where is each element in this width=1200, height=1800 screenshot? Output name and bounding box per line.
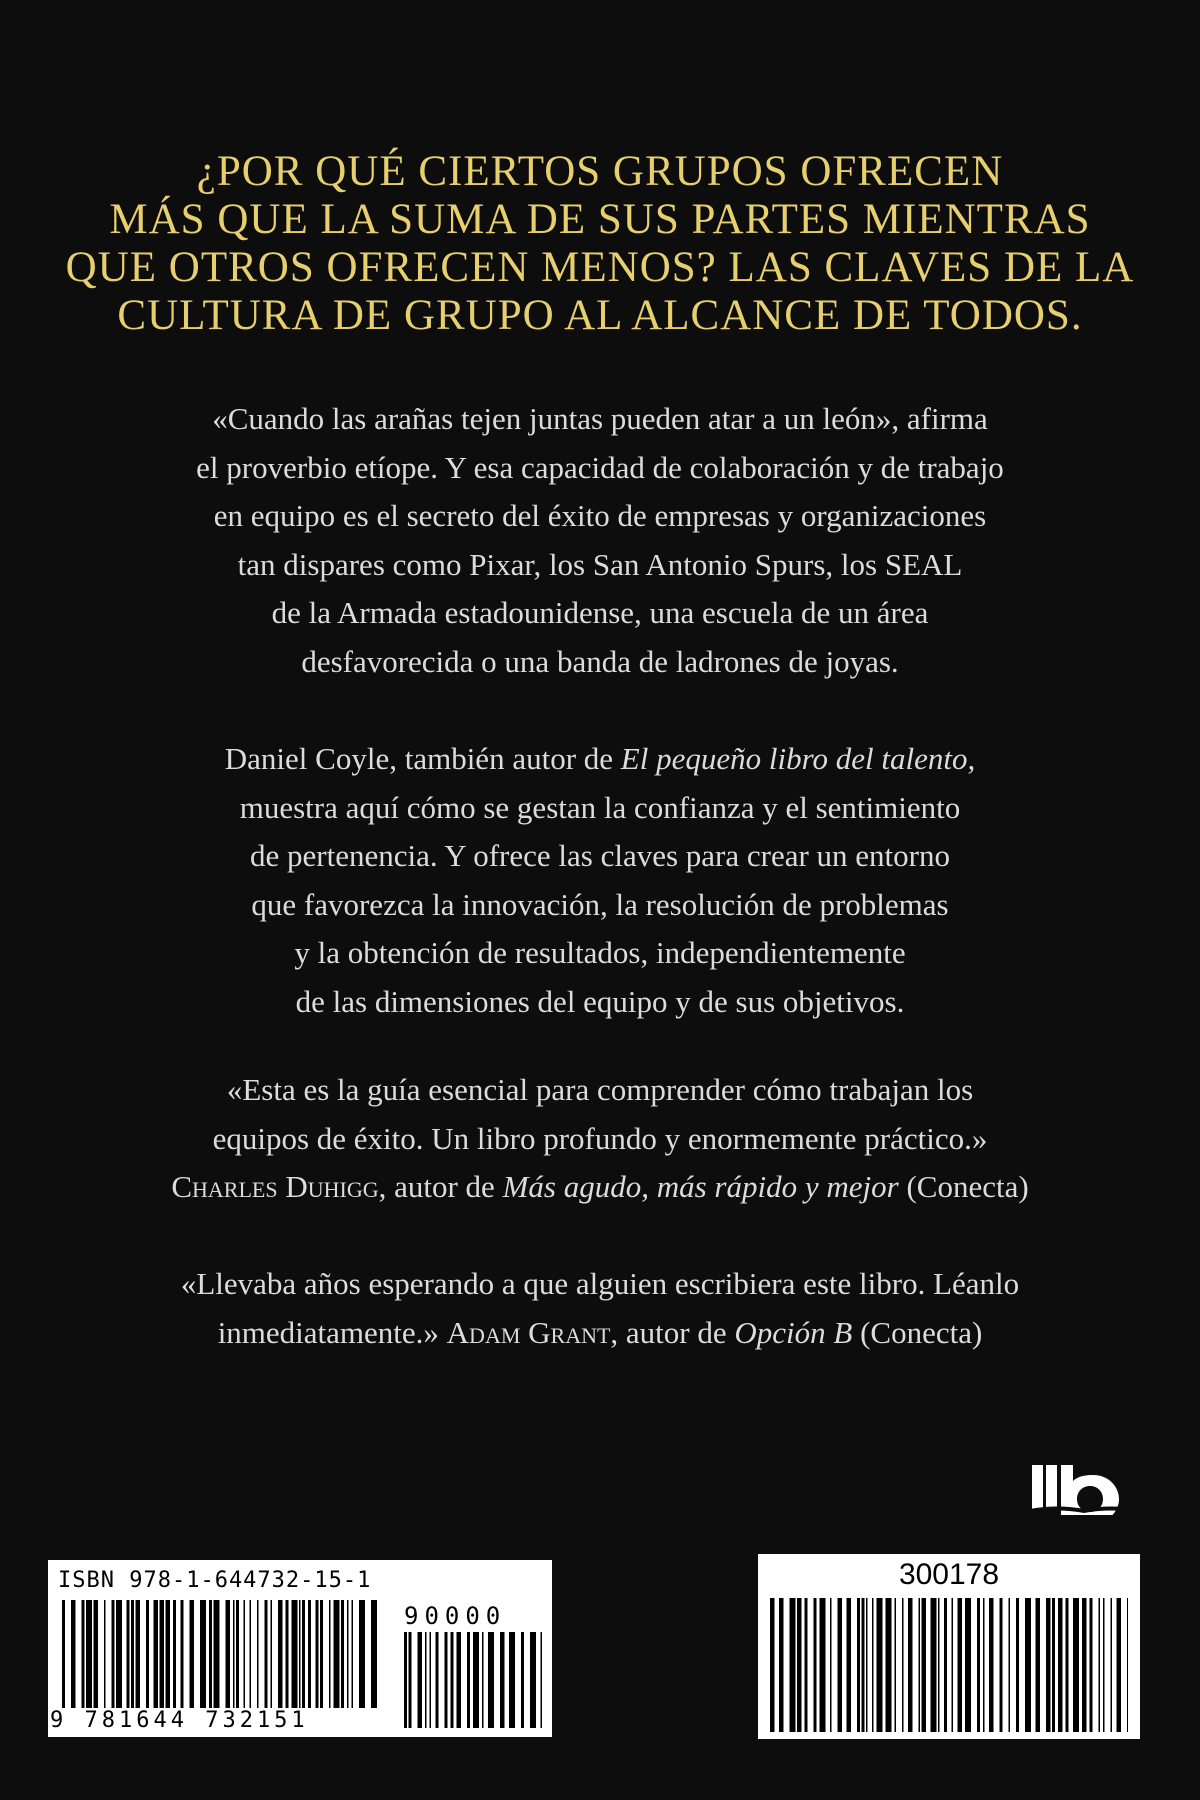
barcode-bar bbox=[1000, 1598, 1003, 1732]
barcode-bar bbox=[805, 1598, 808, 1732]
barcode-bar bbox=[371, 1600, 377, 1708]
barcode-bar bbox=[908, 1598, 913, 1732]
barcode-bar bbox=[1009, 1598, 1011, 1732]
barcode-bar bbox=[451, 1632, 454, 1728]
barcode-bar bbox=[160, 1600, 165, 1708]
barcode-bar bbox=[866, 1598, 868, 1732]
barcode-bar bbox=[467, 1632, 470, 1728]
barcode-bar bbox=[166, 1600, 171, 1708]
barcode-bar bbox=[457, 1632, 462, 1728]
publisher-name: (Conecta) bbox=[898, 1169, 1029, 1204]
barcode-bar bbox=[233, 1600, 235, 1708]
barcode-bar bbox=[94, 1600, 99, 1708]
headline-line: QUE OTROS OFRECEN MENOS? LAS CLAVES DE LA bbox=[65, 244, 1135, 291]
ean-digits: 9 781644 732151 bbox=[50, 1708, 309, 1733]
barcode-bar bbox=[902, 1598, 904, 1732]
barcode-bar bbox=[292, 1600, 298, 1708]
publisher-name: (Conecta) bbox=[852, 1314, 983, 1350]
barcode-bar bbox=[977, 1598, 980, 1732]
barcode-bar bbox=[136, 1600, 141, 1708]
barcode-bar bbox=[190, 1600, 195, 1708]
price-barcode-bars bbox=[770, 1598, 1128, 1732]
paragraph-line: el proverbio etíope. Y esa capacidad de colaboración y de trabajo bbox=[196, 449, 1004, 485]
barcode-bar bbox=[872, 1598, 874, 1732]
barcode-bar bbox=[521, 1632, 524, 1728]
paragraph-line: muestra aquí cómo se gestan la confianza y el sentimiento bbox=[239, 789, 961, 825]
paragraph-line: desfavorecida o una banda de ladrones de joyas. bbox=[301, 643, 899, 679]
barcode-bar bbox=[1052, 1598, 1055, 1732]
quote-author: Charles Duhigg bbox=[171, 1169, 379, 1204]
barcode-bar bbox=[359, 1600, 365, 1708]
barcode-bar bbox=[1117, 1598, 1122, 1732]
addon-barcode-bars bbox=[404, 1632, 542, 1728]
barcode-bar bbox=[352, 1600, 354, 1708]
barcode-bar bbox=[154, 1600, 159, 1708]
barcode-bar bbox=[436, 1632, 439, 1728]
barcode-bar bbox=[473, 1632, 479, 1728]
barcode-bar bbox=[1090, 1598, 1093, 1732]
barcode-bar bbox=[200, 1600, 206, 1708]
barcode-bar bbox=[112, 1600, 115, 1708]
barcode-bar bbox=[862, 1598, 865, 1732]
book-title: Opción B bbox=[734, 1314, 853, 1350]
barcode-bar bbox=[1058, 1598, 1063, 1732]
paragraph-line: y la obtención de resultados, independientemente bbox=[294, 935, 906, 970]
barcode-bar bbox=[1073, 1598, 1079, 1732]
price-barcode bbox=[758, 1554, 1140, 1739]
barcode-bar bbox=[1036, 1598, 1041, 1732]
quote-duhigg bbox=[60, 1066, 1140, 1212]
barcode-bar bbox=[541, 1632, 543, 1728]
barcode-bar bbox=[116, 1600, 122, 1708]
barcode-bar bbox=[131, 1600, 134, 1708]
description-paragraph bbox=[60, 395, 1140, 686]
barcode-bar bbox=[286, 1600, 289, 1708]
headline-line: ¿POR QUÉ CIERTOS GRUPOS OFRECEN bbox=[196, 148, 1004, 195]
paragraph-line: en equipo es el secreto del éxito de empresas y organizaciones bbox=[213, 498, 987, 533]
barcode-bar bbox=[1082, 1598, 1087, 1732]
author-paragraph bbox=[60, 735, 1140, 1026]
barcode-bar bbox=[1066, 1598, 1069, 1732]
quote-attribution bbox=[60, 1309, 1140, 1358]
barcode-bar bbox=[316, 1600, 319, 1708]
barcode-bar bbox=[181, 1600, 184, 1708]
barcode-bar bbox=[944, 1598, 947, 1732]
barcode-bar bbox=[488, 1632, 494, 1728]
paragraph-line: que favorezca la innovación, la resolución de problemas bbox=[251, 886, 949, 922]
quote-grant bbox=[60, 1260, 1140, 1357]
barcode-bar bbox=[173, 1600, 176, 1708]
barcode-bar bbox=[952, 1598, 954, 1732]
barcode-bar bbox=[1046, 1598, 1051, 1732]
addon-price-label: 90000 bbox=[404, 1602, 507, 1630]
barcode-bar bbox=[257, 1600, 259, 1708]
barcode-bar bbox=[404, 1632, 407, 1728]
barcode-bar bbox=[341, 1600, 344, 1708]
barcode-bar bbox=[82, 1600, 85, 1708]
headline-line: CULTURA DE GRUPO AL ALCANCE DE TODOS. bbox=[117, 292, 1083, 339]
quote-line-prefix: inmediatamente.» bbox=[217, 1314, 447, 1350]
barcode-bar bbox=[271, 1600, 273, 1708]
barcode-bar bbox=[236, 1600, 239, 1708]
book-title: Más agudo, más rápido y mejor bbox=[502, 1169, 899, 1204]
line-prefix: Daniel Coyle, también autor de bbox=[224, 741, 621, 776]
barcode-bar bbox=[838, 1598, 843, 1732]
barcode-bar bbox=[71, 1600, 76, 1708]
barcode-bar bbox=[989, 1598, 994, 1732]
barcode-bar bbox=[146, 1600, 149, 1708]
barcode-bar bbox=[430, 1632, 432, 1728]
barcode-bar bbox=[347, 1600, 349, 1708]
barcode-bar bbox=[530, 1632, 536, 1728]
barcode-bar bbox=[1127, 1598, 1128, 1732]
barcode-bar bbox=[265, 1600, 268, 1708]
attribution-mid: , autor de bbox=[610, 1314, 735, 1350]
barcode-bar bbox=[214, 1600, 220, 1708]
barcode-bar bbox=[418, 1632, 423, 1728]
paragraph-line: «Cuando las arañas tejen juntas pueden atar a un león», afirma bbox=[212, 401, 988, 436]
isbn-barcode bbox=[48, 1560, 552, 1737]
publisher-logo-icon bbox=[1030, 1459, 1140, 1515]
price-code: 300178 bbox=[898, 1558, 1000, 1591]
barcode-bar bbox=[886, 1598, 892, 1732]
barcode-bar bbox=[425, 1632, 427, 1728]
barcode-bar bbox=[797, 1598, 802, 1732]
barcode-bar bbox=[922, 1598, 927, 1732]
barcode-bar bbox=[895, 1598, 897, 1732]
quote-attribution bbox=[60, 1163, 1140, 1212]
barcode-bar bbox=[790, 1598, 796, 1732]
barcode-bar bbox=[86, 1600, 92, 1708]
barcode-bar bbox=[919, 1598, 921, 1732]
paragraph-line bbox=[60, 735, 1140, 784]
quote-line: «Esta es la guía esencial para comprender cómo trabajan los bbox=[226, 1072, 974, 1107]
barcode-bar bbox=[329, 1600, 331, 1708]
barcode-bar bbox=[509, 1632, 515, 1728]
barcode-bar bbox=[445, 1632, 448, 1728]
barcode-bar bbox=[127, 1600, 130, 1708]
barcode-bar bbox=[1103, 1598, 1105, 1732]
barcode-bar bbox=[409, 1632, 412, 1728]
barcode-bar bbox=[830, 1598, 832, 1732]
barcode-bar bbox=[278, 1600, 283, 1708]
headline-line: MÁS QUE LA SUMA DE SUS PARTES MIENTRAS bbox=[109, 196, 1091, 243]
barcode-bar bbox=[847, 1598, 852, 1732]
barcode-bar bbox=[244, 1600, 246, 1708]
barcode-bar bbox=[104, 1600, 106, 1708]
quote-author: Adam Grant bbox=[446, 1314, 611, 1350]
barcode-bar bbox=[857, 1598, 860, 1732]
barcode-bar bbox=[1099, 1598, 1101, 1732]
barcode-bar bbox=[965, 1598, 971, 1732]
attribution-mid: , autor de bbox=[378, 1169, 503, 1204]
barcode-bar bbox=[931, 1598, 937, 1732]
barcode-bar bbox=[500, 1632, 505, 1728]
barcode-bar bbox=[62, 1600, 65, 1708]
barcode-bar bbox=[877, 1598, 883, 1732]
quote-line: «Llevaba años esperando a que alguien escribiera este libro. Léanlo bbox=[180, 1266, 1020, 1301]
barcode-bar bbox=[958, 1598, 963, 1732]
barcode-bar bbox=[302, 1600, 305, 1708]
barcode-bar bbox=[983, 1598, 985, 1732]
barcode-bar bbox=[226, 1600, 231, 1708]
barcode-bar bbox=[250, 1600, 252, 1708]
barcode-bar bbox=[308, 1600, 311, 1708]
barcode-bar bbox=[1025, 1598, 1031, 1732]
barcode-bar bbox=[1016, 1598, 1019, 1732]
barcode-bar bbox=[320, 1600, 323, 1708]
barcode-bar bbox=[779, 1598, 784, 1732]
barcode-bar bbox=[209, 1600, 212, 1708]
barcode-bar bbox=[334, 1600, 340, 1708]
barcode-bar bbox=[1111, 1598, 1113, 1732]
barcode-bar bbox=[814, 1598, 817, 1732]
barcode-bar bbox=[938, 1598, 940, 1732]
barcode-bar bbox=[770, 1598, 775, 1732]
quote-line: equipos de éxito. Un libro profundo y enormemente práctico.» bbox=[212, 1120, 988, 1156]
barcode-bar bbox=[299, 1600, 301, 1708]
book-title: El pequeño libro del talento, bbox=[620, 741, 976, 776]
paragraph-line: de las dimensiones del equipo y de sus objetivos. bbox=[295, 983, 905, 1019]
paragraph-line: de pertenencia. Y ofrece las claves para crear un entorno bbox=[250, 838, 950, 873]
paragraph-line: tan dispares como Pixar, los San Antonio Spurs, los SEAL bbox=[237, 546, 963, 582]
headline bbox=[0, 148, 1200, 340]
ean-barcode-bars bbox=[62, 1600, 382, 1708]
paragraph-line: de la Armada estadounidense, una escuela de un área bbox=[271, 595, 929, 630]
barcode-bar bbox=[482, 1632, 484, 1728]
isbn-label: ISBN 978-1-644732-15-1 bbox=[58, 1568, 372, 1593]
barcode-bar bbox=[820, 1598, 826, 1732]
